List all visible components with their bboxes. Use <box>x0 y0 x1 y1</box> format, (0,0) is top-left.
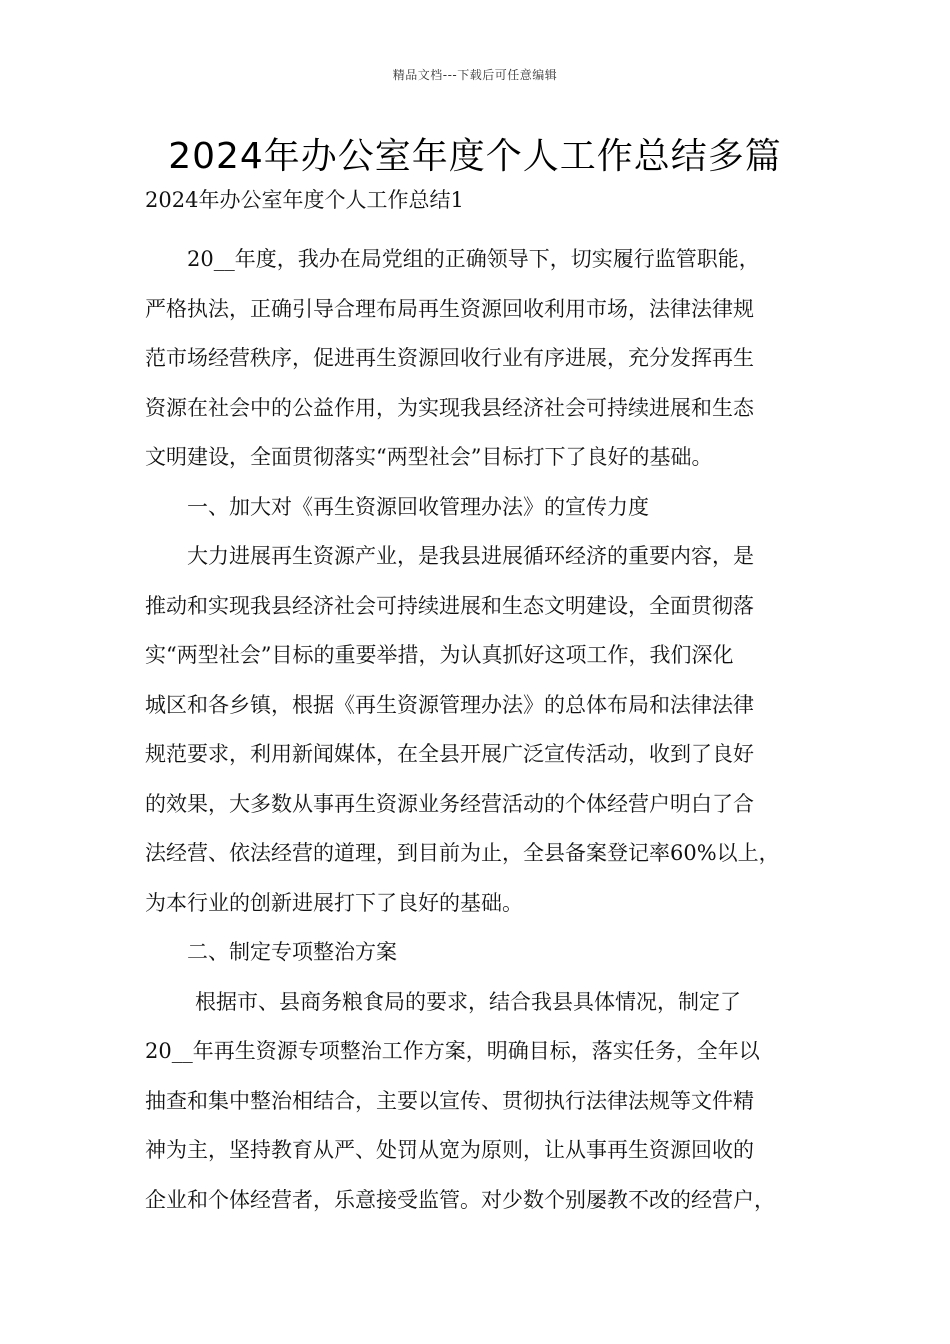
paragraph-line: 的效果，大多数从事再生资源业务经营活动的个体经营户明白了合 <box>145 791 754 816</box>
paragraph-line: 法经营、依法经营的道理，到目前为止，全县备案登记率60%以上， <box>145 841 780 865</box>
paragraph-line: 资源在社会中的公益作用，为实现我县经济社会可持续进展和生态 <box>145 395 754 420</box>
paragraph-line: 神为主，坚持教育从严、处罚从宽为原则，让从事再生资源回收的 <box>145 1138 754 1162</box>
section-heading: 二、制定专项整治方案 <box>187 940 397 964</box>
paragraph-line: 20__年再生资源专项整治工作方案，明确目标，落实任务，全年以 <box>145 1039 760 1063</box>
paragraph-line: 抽查和集中整治相结合，主要以宣传、贯彻执行法律法规等文件精 <box>145 1088 754 1113</box>
document-subtitle: 2024年办公室年度个人工作总结1 <box>145 188 464 212</box>
section1-paragraph <box>145 532 825 928</box>
section2-paragraph <box>145 978 825 1226</box>
section-heading: 一、加大对《再生资源回收管理办法》的宣传力度 <box>187 494 649 519</box>
paragraph-line: 严格执法，正确引导合理布局再生资源回收利用市场，法律法律规 <box>145 296 754 321</box>
intro-paragraph <box>145 235 825 483</box>
paragraph-line: 文明建设，全面贯彻落实“两型社会”目标打下了良好的基础。 <box>145 445 713 469</box>
paragraph-line: 城区和各乡镇，根据《再生资源管理办法》的总体布局和法律法律 <box>145 692 754 717</box>
paragraph-line: 为本行业的创新进展打下了良好的基础。 <box>145 890 523 915</box>
paragraph-line: 企业和个体经营者，乐意接受监管。对少数个别屡教不改的经营户， <box>145 1187 775 1212</box>
document-body <box>145 182 825 1225</box>
paragraph-line: 大力进展再生资源产业，是我县进展循环经济的重要内容，是 <box>187 544 754 568</box>
paragraph-line: 根据市、县商务粮食局的要求，结合我县具体情况，制定了 <box>195 989 741 1014</box>
page-header: 精品文档---下载后可任意编辑 <box>392 68 558 82</box>
document-title: 2024年办公室年度个人工作总结多篇 <box>168 136 782 177</box>
paragraph-line: 实“两型社会”目标的重要举措，为认真抓好这项工作，我们深化 <box>145 643 734 667</box>
paragraph-line: 范市场经营秩序，促进再生资源回收行业有序进展，充分发挥再生 <box>145 346 754 370</box>
paragraph-line: 推动和实现我县经济社会可持续进展和生态文明建设，全面贯彻落 <box>145 593 754 618</box>
paragraph-line: 规范要求，利用新闻媒体，在全县开展广泛宣传活动，收到了良好 <box>145 742 754 766</box>
paragraph-line: 20__年度，我办在局党组的正确领导下，切实履行监管职能， <box>187 247 760 271</box>
